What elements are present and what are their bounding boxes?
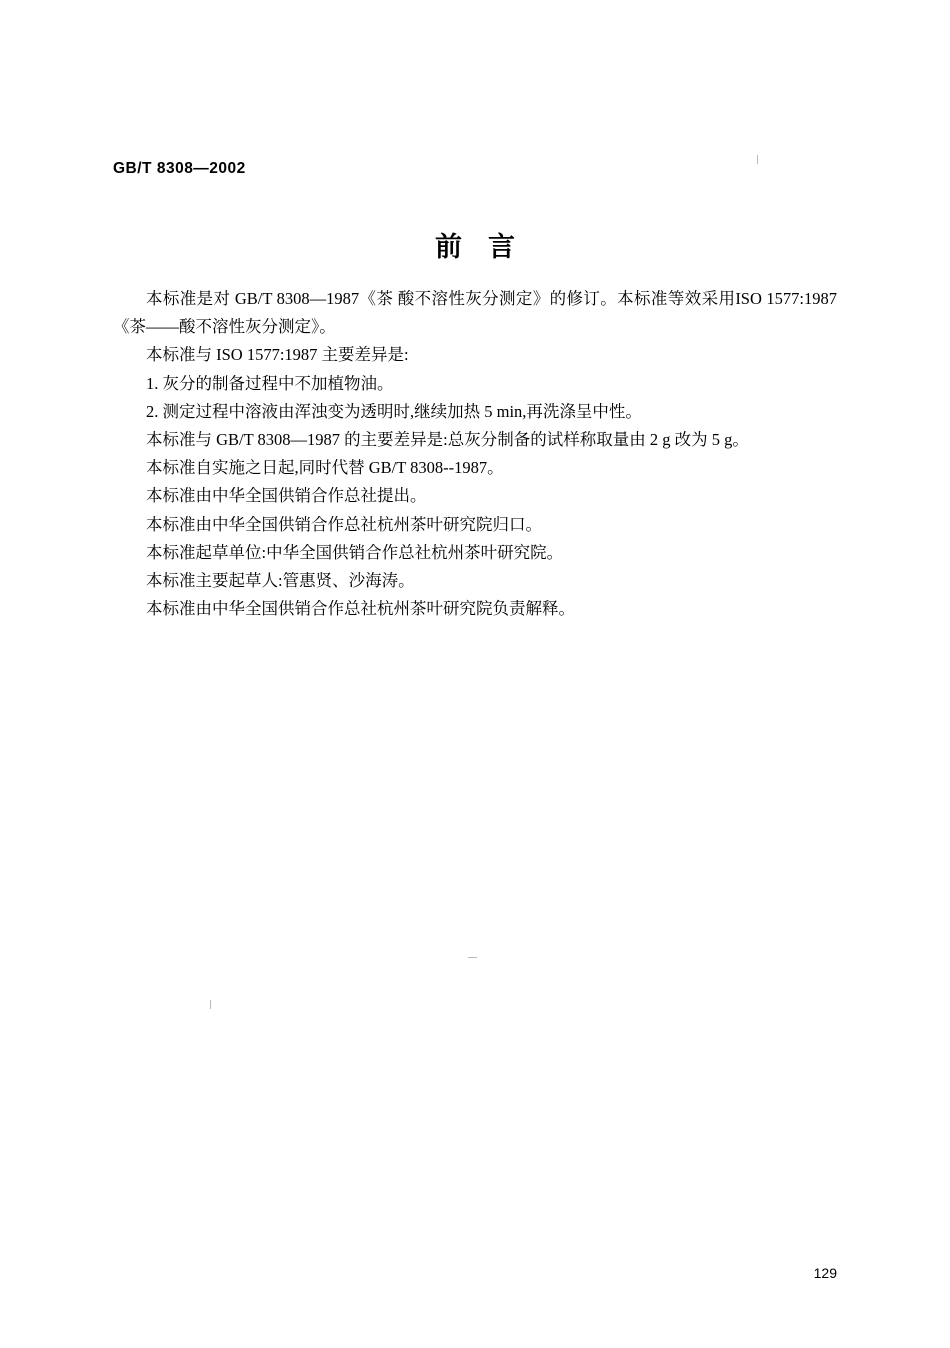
foreword-body bbox=[113, 285, 837, 623]
paragraph: 1. 灰分的制备过程中不加植物油。 bbox=[146, 373, 394, 393]
page-number: 129 bbox=[813, 1265, 837, 1281]
page-title: 前言 bbox=[435, 232, 541, 263]
standard-code: GB/T 8308—2002 bbox=[113, 160, 246, 177]
paragraph: 本标准是对 GB/T 8308—1987《茶 酸不溶性灰分测定》的修订。本标准等效采用ISO 1577:1987《茶——酸不溶性灰分测定》。 bbox=[113, 289, 837, 337]
registration-mark-left bbox=[210, 1000, 211, 1009]
registration-mark-right bbox=[757, 155, 758, 164]
paragraph: 本标准与 GB/T 8308—1987 的主要差异是:总灰分制备的试样称取量由 2 g 改为 5 g。 bbox=[146, 430, 749, 450]
paragraph: 本标准由中华全国供销合作总社提出。 bbox=[146, 486, 427, 506]
paragraph: 本标准由中华全国供销合作总社杭州茶叶研究院归口。 bbox=[146, 514, 542, 534]
paragraph: 2. 测定过程中溶液由浑浊变为透明时,继续加热 5 min,再洗涤呈中性。 bbox=[146, 401, 642, 421]
paragraph: 本标准起草单位:中华全国供销合作总社杭州茶叶研究院。 bbox=[146, 542, 564, 562]
paragraph: 本标准自实施之日起,同时代替 GB/T 8308--1987。 bbox=[146, 458, 504, 478]
registration-mark-middle bbox=[468, 957, 477, 958]
paragraph: 本标准由中华全国供销合作总社杭州茶叶研究院负责解释。 bbox=[146, 599, 575, 619]
paragraph: 本标准主要起草人:管惠贤、沙海涛。 bbox=[146, 571, 415, 591]
paragraph: 本标准与 ISO 1577:1987 主要差异是: bbox=[146, 345, 409, 365]
